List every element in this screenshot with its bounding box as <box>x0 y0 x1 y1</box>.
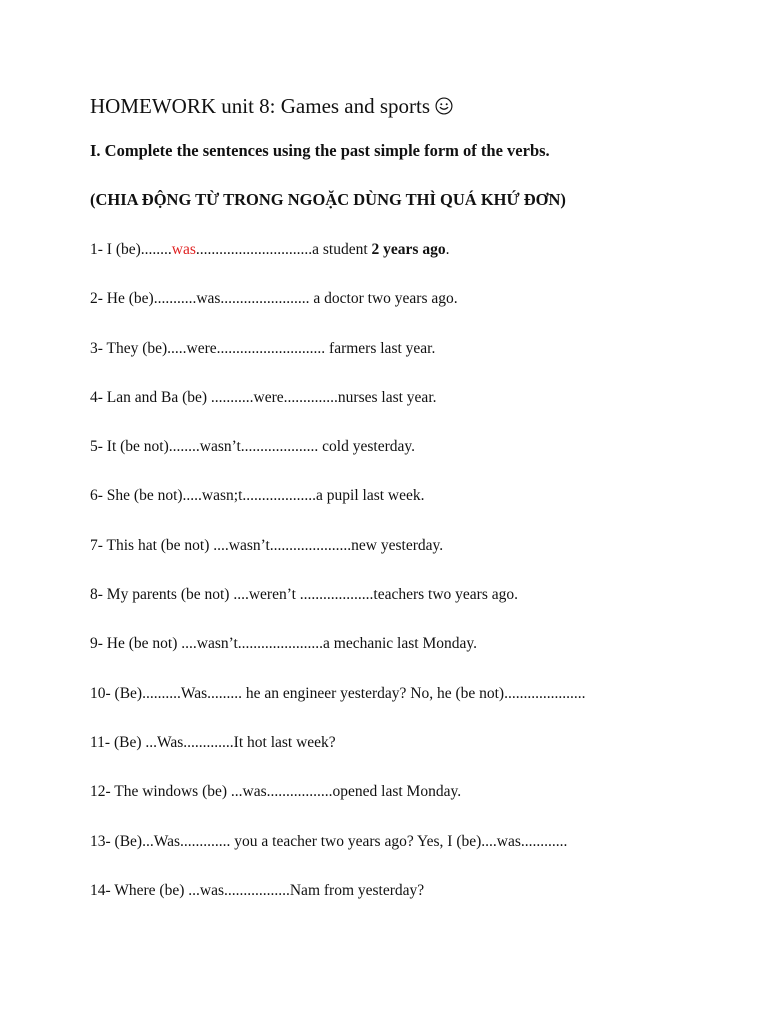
document-title <box>90 92 453 120</box>
exercise-item-9: 9- He (be not) ....wasn’t......................a mechanic last Monday. <box>90 635 477 652</box>
item-1-answer: was <box>171 241 196 258</box>
section-subheading: (CHIA ĐỘNG TỪ TRONG NGOẶC DÙNG THÌ QUÁ KHỨ ĐƠN) <box>90 190 566 209</box>
exercise-item-8: 8- My parents (be not) ....weren’t ...................teachers two years ago. <box>90 586 518 603</box>
section-heading: I. Complete the sentences using the past simple form of the verbs. <box>90 141 550 160</box>
document-title-text: HOMEWORK unit 8: Games and sports <box>90 94 431 118</box>
exercise-item-4: 4- Lan and Ba (be) ...........were..............nurses last year. <box>90 389 437 406</box>
item-1-middle: ..............................a student <box>195 241 372 258</box>
exercise-item-14: 14- Where (be) ...was.................Nam from yesterday? <box>90 882 425 899</box>
item-1-prefix: 1- I (be)........ <box>90 241 172 258</box>
exercise-item-7: 7- This hat (be not) ....wasn’t.....................new yesterday. <box>90 537 444 554</box>
exercise-item-6: 6- She (be not).....wasn;t...................a pupil last week. <box>90 487 425 504</box>
item-1-suffix: . <box>445 241 450 258</box>
item-1-bold-phrase: 2 years ago <box>371 241 446 258</box>
exercise-item-3: 3- They (be).....were............................ farmers last year. <box>90 340 436 357</box>
exercise-item-11: 11- (Be) ...Was.............It hot last week? <box>90 734 336 751</box>
exercise-item-5: 5- It (be not)........wasn’t.................... cold yesterday. <box>90 438 416 455</box>
smiley-face-icon <box>435 97 453 115</box>
exercise-item-2: 2- He (be)...........was....................... a doctor two years ago. <box>90 290 458 307</box>
exercise-item-12: 12- The windows (be) ...was.................opened last Monday. <box>90 783 462 800</box>
exercise-item-10: 10- (Be)..........Was......... he an engineer yesterday? No, he (be not)..................... <box>90 685 586 702</box>
exercise-item-1 <box>90 240 449 260</box>
exercise-item-13: 13- (Be)...Was............. you a teacher two years ago? Yes, I (be)....was............ <box>90 833 568 850</box>
